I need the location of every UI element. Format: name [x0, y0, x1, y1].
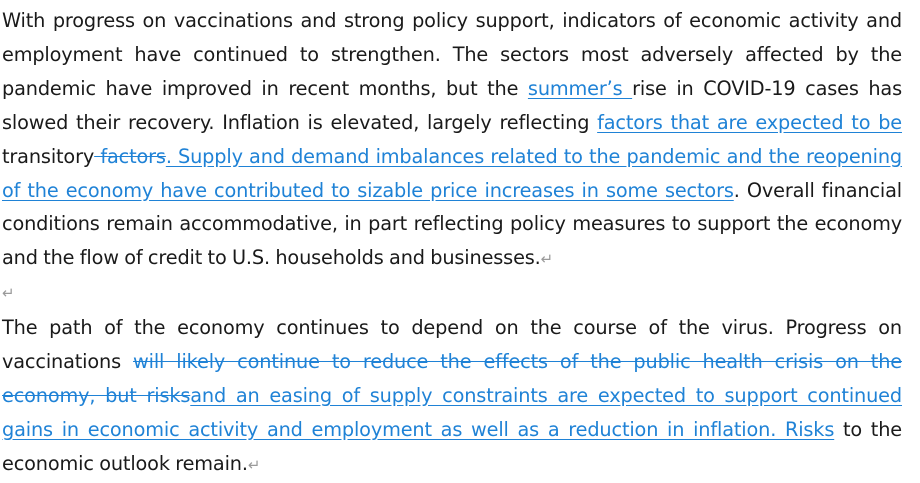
tracked-deletion[interactable]: factors	[94, 144, 166, 168]
tracked-insertion[interactable]: . Supply and demand imbalances related to the pandemic and the reopening of the economy have contributed to sizable price increases in some sectors	[2, 144, 902, 202]
plain-text: The path of the economy continues to depend on the course of the virus. Progress on vaccinations	[2, 316, 902, 374]
paragraph-mark-icon: ↵	[247, 455, 261, 474]
paragraph-economic-outlook[interactable]	[2, 311, 902, 483]
tracked-insertion[interactable]: summer’s	[527, 76, 633, 100]
plain-text: transitory	[2, 144, 95, 168]
paragraph-mark-icon: ↵	[540, 250, 554, 269]
document-body[interactable]	[2, 4, 902, 483]
empty-paragraph[interactable]	[2, 277, 902, 311]
tracked-deletion[interactable]: will likely continue to reduce the effects of the public health crisis on the economy, but risks	[2, 350, 903, 407]
plain-text: rise in COVID-19 cases has slowed their recovery. Inflation is elevated, largely reflecting	[2, 76, 902, 134]
paragraph-mark-icon: ↵	[2, 284, 15, 303]
plain-text: . Overall financial conditions remain accommodative, in part reflecting policy measures to support the economy and the flow of credit to U.S. households and businesses.	[2, 178, 902, 270]
plain-text: to the economic outlook remain.	[2, 417, 902, 475]
paragraph-economic-activity[interactable]	[2, 4, 902, 277]
tracked-insertion[interactable]: factors that are expected to be	[597, 110, 903, 134]
plain-text: With progress on vaccinations and strong policy support, indicators of economic activity and employment have continued to strengthen. The sectors most adversely affected by the pandemic have improved in recent months, but the	[2, 9, 902, 100]
tracked-insertion[interactable]: and an easing of supply constraints are expected to support continued gains in economic activity and employment as well as a reduction in inflation. Risks	[2, 383, 902, 441]
